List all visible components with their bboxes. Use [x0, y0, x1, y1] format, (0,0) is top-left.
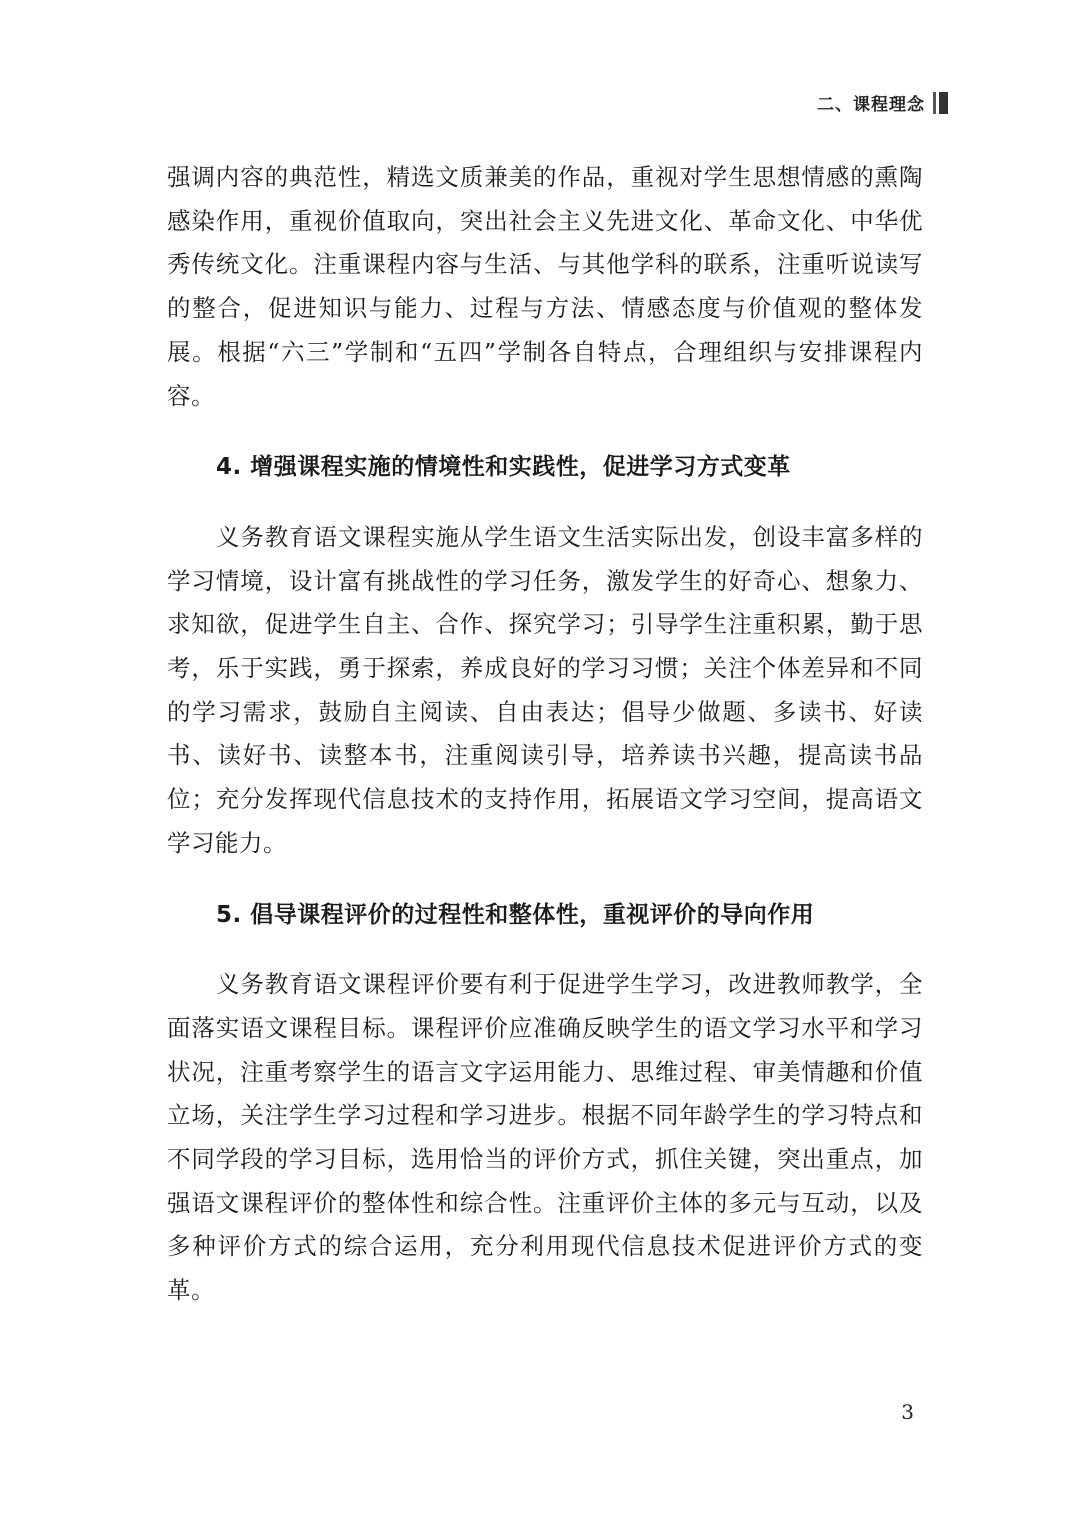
running-header [817, 90, 948, 115]
section-4-paragraph: 义务教育语文课程实施从学生语文生活实际出发，创设丰富多样的学习情境，设计富有挑战性的学习任务，激发学生的好奇心、想象力、求知欲，促进学生自主、合作、探究学习；引导学生注重积累，勤于思考，乐于实践，勇于探索，养成良好的学习习惯；关注个体差异和不同的学习需求，鼓励自主阅读、自由表达；倡导少做题、多读书、好读书、读好书、读整本书，注重阅读引导，培养读书兴趣，提高读书品位；充分发挥现代信息技术的支持作用，拓展语文学习空间，提高语文学习能力。 [167, 522, 923, 857]
section-5-heading: 5. 倡导课程评价的过程性和整体性，重视评价的导向作用 [216, 901, 815, 928]
page-number: 3 [901, 1400, 914, 1424]
section-title: 二、课程理念 [817, 95, 925, 115]
intro-paragraph: 强调内容的典范性，精选文质兼美的作品，重视对学生思想情感的熏陶感染作用，重视价值取向，突出社会主义先进文化、革命文化、中华优秀传统文化。注重课程内容与生活、与其他学科的联系，注重听说读写的整合，促进知识与能力、过程与方法、情感态度与价值观的整体发展。根据“六三”学制和“五四”学制各自特点，合理组织与安排课程内容。 [167, 163, 923, 410]
section-5-paragraph: 义务教育语文课程评价要有利于促进学生学习，改进教师教学，全面落实语文课程目标。课程评价应准确反映学生的语文学习水平和学习状况，注重考察学生的语言文字运用能力、思维过程、审美情趣和价值立场，关注学生学习过程和学习进步。根据不同年龄学生的学习特点和不同学段的学习目标，选用恰当的评价方式，抓住关键，突出重点，加强语文课程评价的整体性和综合性。注重评价主体的多元与互动，以及多种评价方式的综合运用，充分利用现代信息技术促进评价方式的变革。 [167, 970, 923, 1305]
header-mark-icon [933, 92, 948, 114]
section-4-heading: 4. 增强课程实施的情境性和实践性，促进学习方式变革 [216, 454, 791, 481]
body-text [167, 156, 923, 1313]
